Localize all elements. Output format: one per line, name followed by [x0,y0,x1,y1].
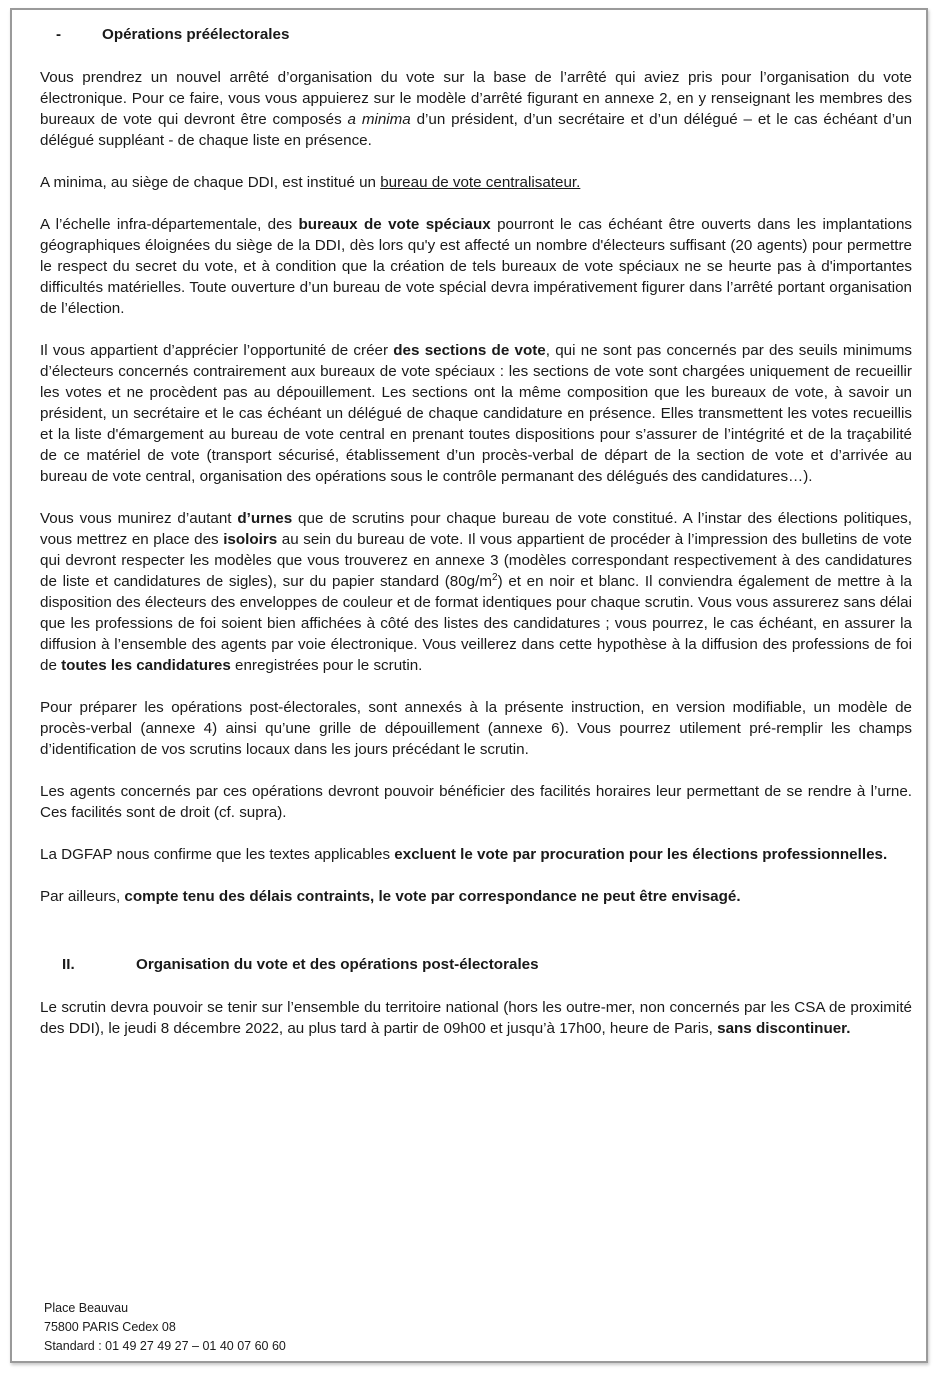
paragraph-correspondance [40,886,912,907]
bold-text: toutes les candidatures [61,657,231,674]
bold-text: d’urnes [237,510,293,527]
text: , qui ne sont pas concernés par des seuils minimums d’électeurs concernés contrairement aux bureaux de vote spéciaux : les sections de vote sont chargées uniquement de recueillir les votes et ne procèdent pas au dépouillement. Les sections ont la même composition que les bureaux de vote, à savoir un président, un secrétaire et le cas échéant un délégué de chaque candidature en présence. Elles transmettent les votes recueillis et la liste d'émargement au bureau de vote central en prenant toutes dispositions pour s’assurer de l’intégrité et de la traçabilité de ce matériel de vote (transport sécurisé, établissement d’un procès-verbal de départ de la section de vote et d’arrivée au bureau de vote central, organisation des opérations sous le contrôle permanant des délégués des candidatures…). [40,342,913,485]
text: Par ailleurs, [40,888,125,905]
text: que de scrutins pour chaque bureau de vote constitué. A l’instar des élections politiques, vous mettrez en place des [40,510,912,548]
text: Pour préparer les opérations post-électorales, sont annexés à la présente instruction, en version modifiable, un modèle de procès-verbal (annexe 4) ainsi qu’une grille de dépouillement (annexe 6). Vous pourrez utilement pré-remplir les champs d’identification de vos scrutins locaux dans les jours précédant le scrutin. [40,699,912,758]
footer-city: 75800 PARIS Cedex 08 [44,1320,176,1334]
document-body [40,24,912,1060]
superscript: 2 [492,571,498,583]
paragraph-bureau-centralisateur [40,172,912,193]
text: enregistrées pour le scrutin. [230,657,423,674]
paragraph-post-electorales [40,697,912,760]
text: Les agents concernés par ces opérations devront pouvoir bénéficier des facilités horaires leur permettant de se rendre à l’urne. Ces facilités sont de droit (cf. supra). [40,783,912,821]
footer-phone: Standard : 01 49 27 49 27 – 01 40 07 60 60 [44,1339,286,1353]
text: A l’échelle infra-départementale, des [40,216,299,233]
bold-text: des sections de vote [393,342,546,359]
italic-text: a minima [347,111,411,128]
footer-street: Place Beauvau [44,1301,129,1315]
text: ) et en noir et blanc. Il conviendra également de mettre à la disposition des électeurs des enveloppes de couleur et de format identiques pour chaque scrutin. Vous vous assurerez sans délai que les professions de foi soient bien affichées à côté des listes des candidatures ; vous pourrez, le cas échéant, en assurer la diffusion à l’ensemble des agents par voie électronique. Vous veillerez dans cette hypothèse à la diffusion des professions de foi de [40,573,912,674]
text: Il vous appartient d’apprécier l’opportunité de créer [40,342,394,359]
heading-number: II. [62,956,75,973]
paragraph-date-scrutin [40,997,912,1039]
bold-text: bureaux de vote spéciaux [298,216,491,233]
text: pourront le cas échéant être ouverts dans les implantations géographiques éloignées du siège de la DDI, dès lors qu'y est affecté un nombre d'électeurs suffisant (20 agents) pour permettre le respect du secret du vote, et à condition que la création de tels bureaux de vote spéciaux ne se heurte pas à d'importantes difficultés matérielles. Toute ouverture d’un bureau de vote spécial devra impérativement figurer dans l’arrêté portant organisation de l’élection. [40,216,912,317]
bold-text: excluent le vote par procuration pour les élections professionnelles. [394,846,888,863]
paragraph-facilites-horaires [40,781,912,823]
paragraph-urnes-isoloirs [40,508,912,676]
footer-address [44,1299,286,1356]
text: A minima, au siège de chaque DDI, est institué un [40,174,381,191]
heading-bullet: - [56,26,62,43]
heading-title: Opérations préélectorales [102,26,290,43]
heading-title: Organisation du vote et des opérations post-électorales [136,956,539,973]
bold-text: compte tenu des délais contraints, le vote par correspondance ne peut être envisagé. [124,888,741,905]
text: Vous vous munirez d’autant [40,510,238,527]
text: La DGFAP nous confirme que les textes applicables [40,846,395,863]
text: Vous prendrez un nouvel arrêté d’organisation du vote sur la base de l’arrêté qui aviez pris pour l’organisation du vote électronique. Pour ce faire, vous vous appuierez sur le modèle d’arrêté figurant en annexe 2, en y renseignant les membres des bureaux de vote qui devront être composés [40,69,912,128]
text: au sein du bureau de vote. Il vous appartient de procéder à l’impression des bulletins de vote qui devront respecter les modèles que vous trouverez en annexe 3 (modèles correspondant respectivement à des candidatures de liste et candidatures de sigles), sur du papier standard (80g/m [40,531,912,590]
paragraph-bureaux-speciaux [40,214,912,319]
section-heading-organisation [40,954,912,975]
bold-text: isoloirs [223,531,278,548]
spacer [40,928,912,954]
document-page [10,8,928,1363]
section-heading-preelectoral [40,24,912,45]
paragraph-arrete [40,67,912,151]
paragraph-procuration [40,844,912,865]
text: Le scrutin devra pouvoir se tenir sur l’ensemble du territoire national (hors les outre-mer, non concernés par les CSA de proximité des DDI), le jeudi 8 décembre 2022, au plus tard à partir de 09h00 et jusqu’à 17h00, heure de Paris, [40,999,912,1037]
paragraph-sections-de-vote [40,340,912,487]
bold-text: sans discontinuer. [717,1020,851,1037]
text: d’un président, d’un secrétaire et d’un délégué – et le cas échéant d’un délégué suppléant - de chaque liste en présence. [40,111,912,149]
underlined-text: bureau de vote centralisateur. [380,174,581,191]
